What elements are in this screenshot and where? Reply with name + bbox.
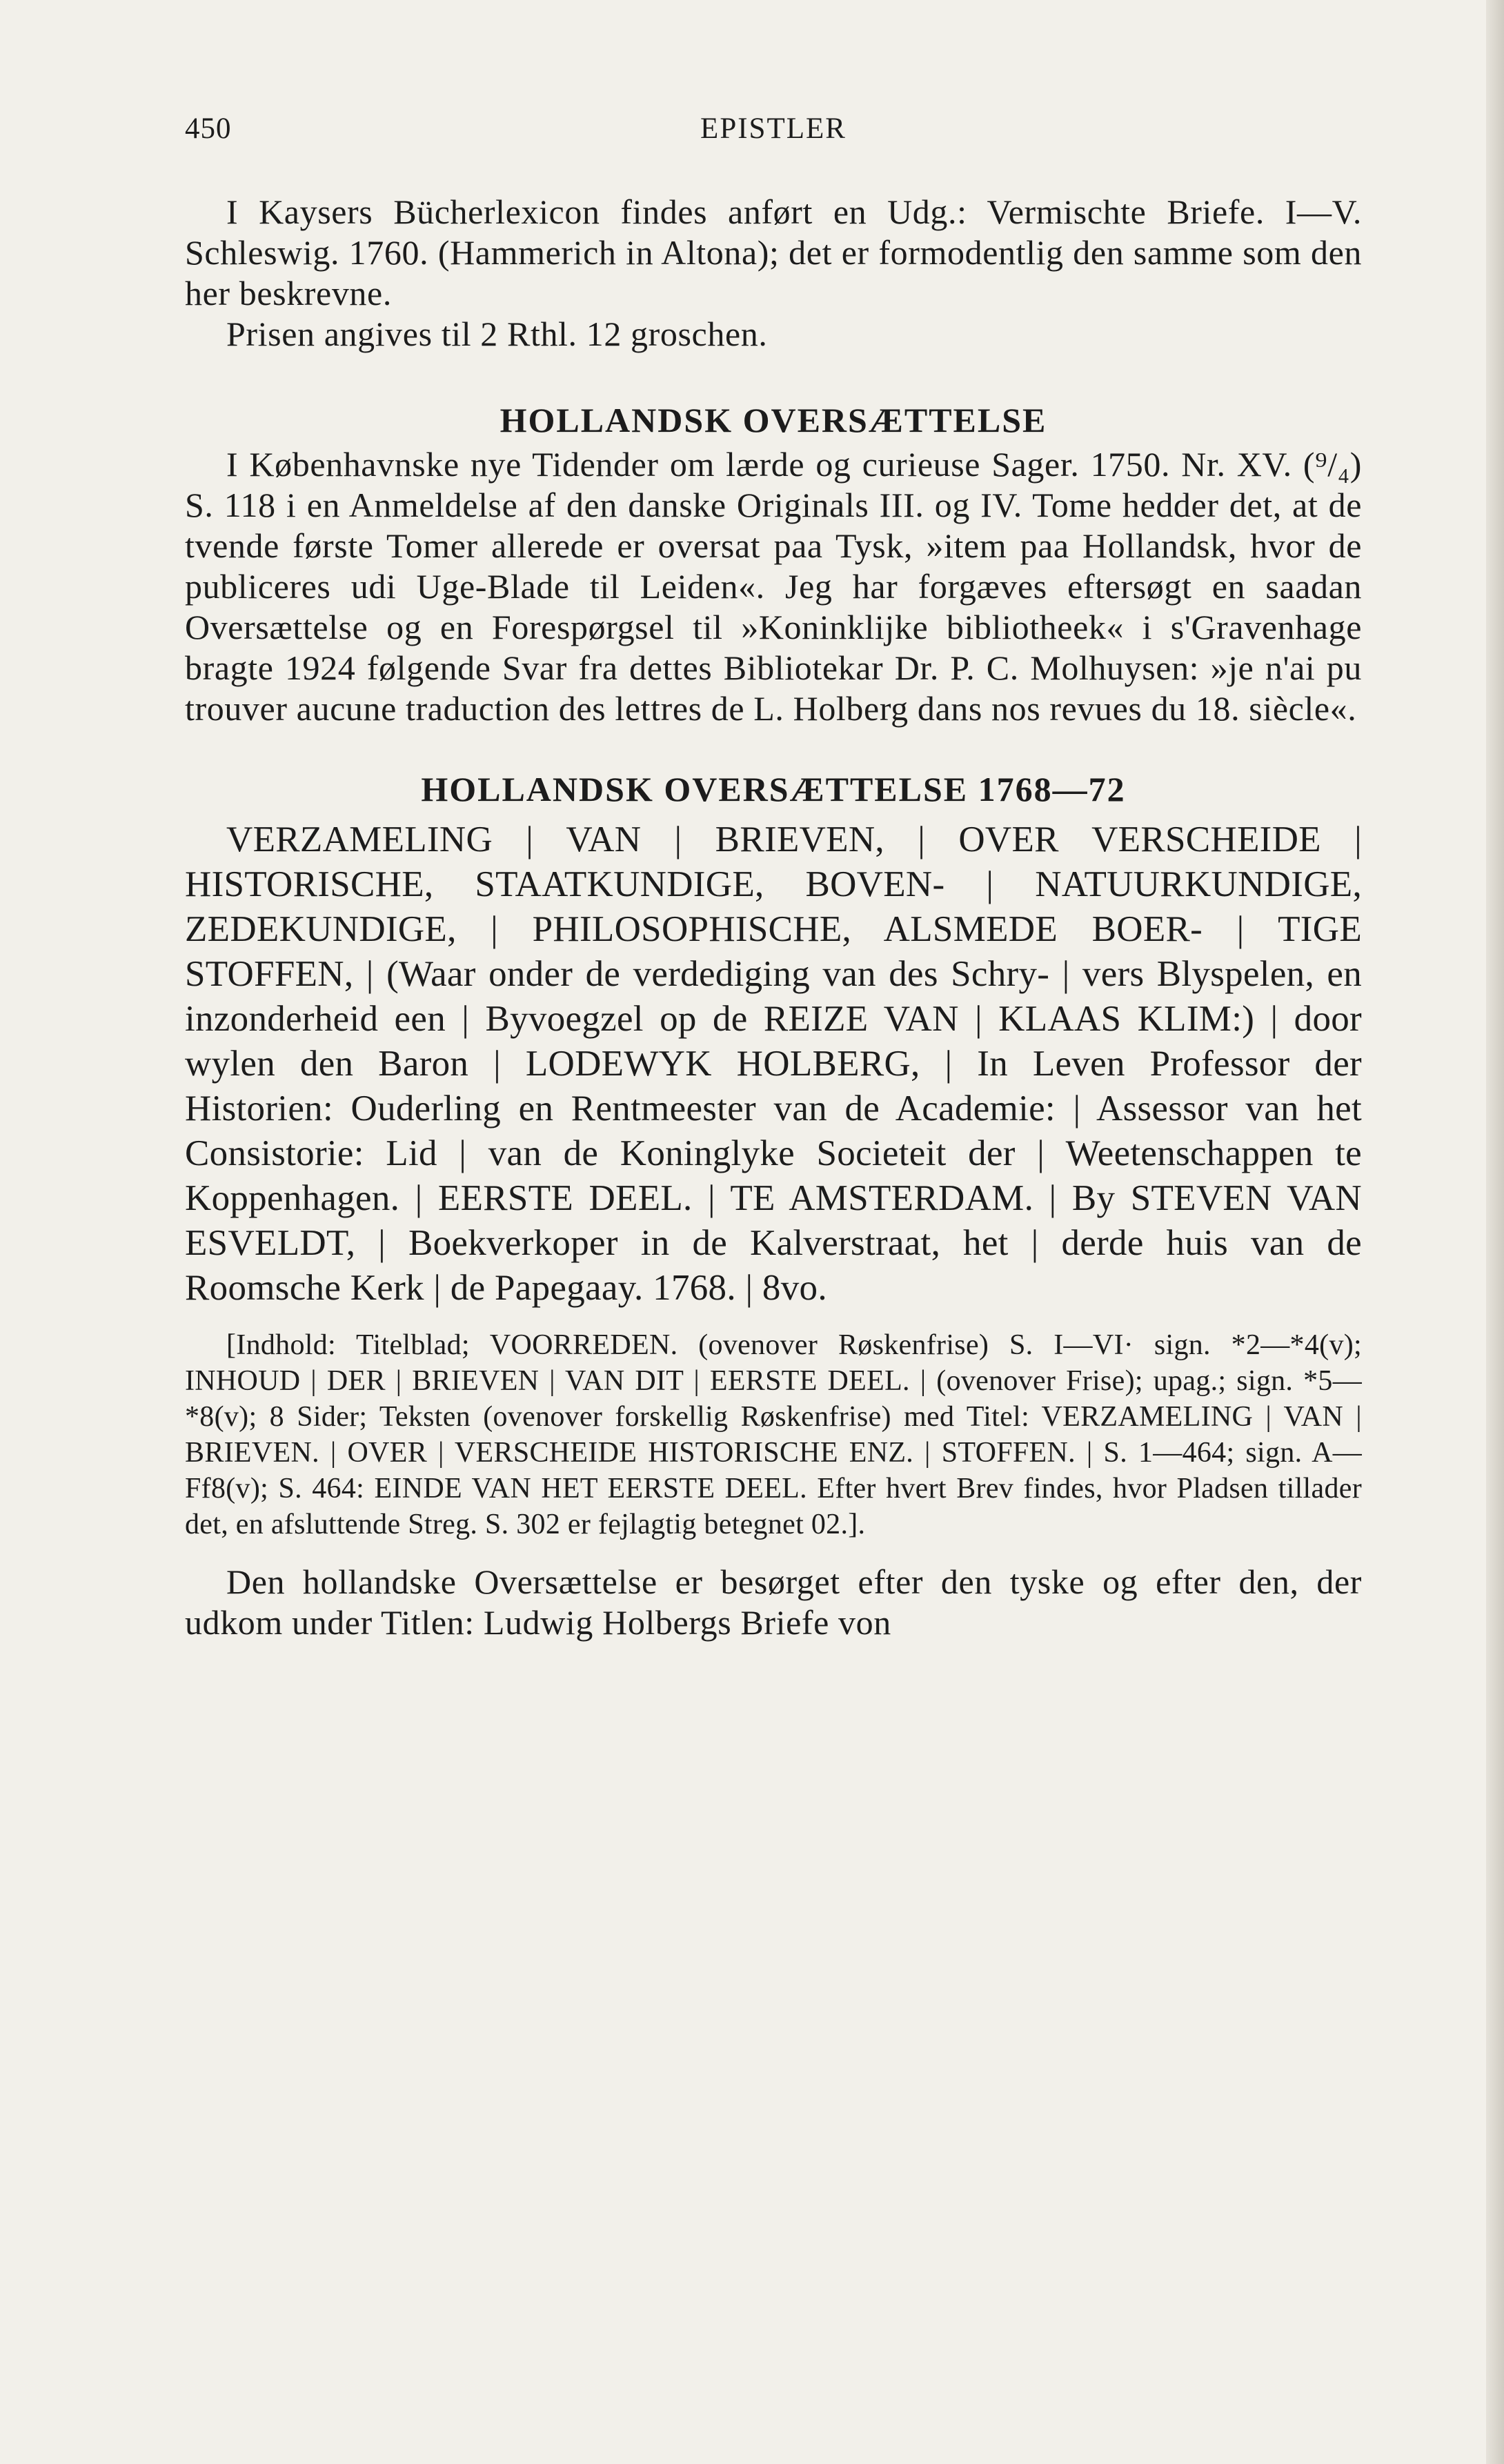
price-paragraph: Prisen angives til 2 Rthl. 12 groschen. — [226, 315, 768, 353]
dutch-translation-paragraph: I Københavnske nye Tidender om lærde og curieuse Sager. 1750. Nr. XV. (⁹/₄) S. 118 i en Anmeldelse af den danske Originals III. og IV. Tome hedder det, at de tvende første Tomer allerede er oversat paa Tysk, »item paa Hollandsk, hvor de publiceres udi Uge-Blade til Leiden«. Jeg har forgæves eftersøgt en saadan Oversættelse og en Forespørgsel til »Koninklijke bibliotheek« i s'Gravenhage bragte 1924 følgende Svar fra dettes Bibliotekar Dr. P. C. Molhuysen: »je n'ai pu trouver aucune traduction des lettres de L. Holberg dans nos revues du 18. siècle«. — [185, 445, 1362, 728]
section-heading-dutch-translation-1768: HOLLANDSK OVERSÆTTELSE 1768—72 — [421, 770, 1126, 808]
closing-paragraph: Den hollandske Oversættelse er besørget efter den tyske og efter den, der udkom under Titlen: Ludwig Holbergs Briefe von — [185, 1562, 1362, 1642]
page-number: 450 — [185, 112, 232, 145]
kayser-paragraph: I Kaysers Bücherlexicon findes anført en Udg.: Vermischte Briefe. I—V. Schleswig. 1760. (Hammerich in Altona); det er formodentlig den samme som den her beskrevne. — [185, 192, 1362, 312]
bibliographic-title-entry: VERZAMELING | VAN | BRIEVEN, | OVER VERSCHEIDE | HISTORISCHE, STAATKUNDIGE, BOVEN- | NATUURKUNDIGE, ZEDEKUNDIGE, | PHILOSOPHISCHE, ALSMEDE BOER- | TIGE STOFFEN, | (Waar onder de verdediging van des Schry- | vers Blyspelen, en inzonderheid een | Byvoegzel op de REIZE VAN | KLAAS KLIM:) | door wylen den Baron | LODEWYK HOLBERG, | In Leven Professor der Historien: Ouderling en Rentmeester van de Academie: | Assessor van het Consistorie: Lid | van de Koninglyke Societeit der | Weetenschappen te Koppenhagen. | EERSTE DEEL. | TE AMSTERDAM. | By STEVEN VAN ESVELDT, | Boekverkoper in de Kalverstraat, het | derde huis van de Roomsche Kerk | de Papegaay. 1768. | 8vo. — [185, 819, 1362, 1308]
running-head — [185, 103, 1362, 152]
page-edge-shadow — [1486, 0, 1504, 2464]
book-page — [185, 103, 1362, 1643]
contents-note: [Indhold: Titelblad; VOORREDEN. (ovenover Røskenfrise) S. I—VI· sign. *2—*4(v); INHOUD | DER | BRIEVEN | VAN DIT | EERSTE DEEL. | (ovenover Frise); upag.; sign. *5—*8(v); 8 Sider; Teksten (ovenover forskellig Røskenfrise) med Titel: VERZAMELING | VAN | BRIEVEN. | OVER | VERSCHEIDE HISTORISCHE ENZ. | STOFFEN. | S. 1—464; sign. A—Ff8(v); S. 464: EINDE VAN HET EERSTE DEEL. Efter hvert Brev findes, hvor Pladsen tillader det, en afsluttende Streg. S. 302 er fejlagtig betegnet 02.]. — [185, 1329, 1362, 1540]
intro-block — [185, 192, 1362, 355]
section-heading-dutch-translation: HOLLANDSK OVERSÆTTELSE — [499, 401, 1047, 439]
running-title: EPISTLER — [700, 112, 847, 145]
